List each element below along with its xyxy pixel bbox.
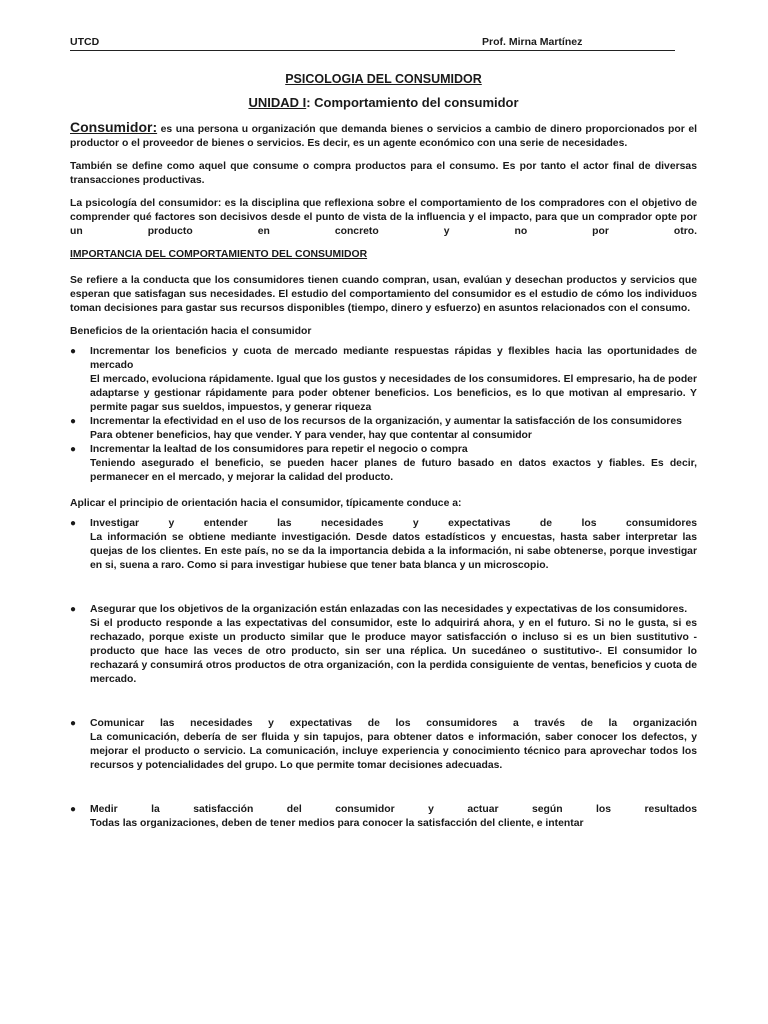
list-item-title: Asegurar que los objetivos de la organización están enlazadas con las necesidades y expectativas de los consumidores. <box>90 604 688 615</box>
list-item <box>70 803 697 831</box>
bullet-icon: ● <box>70 604 77 615</box>
list-item <box>70 415 697 443</box>
list-item-body: La información se obtiene mediante investigación. Desde datos estadísticos y encuestas, hasta saber interpretar las quejas de los clientes. En este país, no se da la importancia debida a la información, ni sabe obtenerse, porque investigar en si, suena a raro. Como si para investigar hubiese que tener bata blanca y un microscopio. <box>90 532 697 571</box>
benefits-list <box>70 345 697 485</box>
header-institution: UTCD <box>70 36 100 48</box>
importance-paragraph: Se refiere a la conducta que los consumidores tienen cuando compran, usan, evalúan y desechan productos y servicios que esperan que satisfagan sus necesidades. El estudio del comportamiento del consumidor es el estudio de cómo los individuos toman decisiones para gastar sus recursos disponibles (tiempo, dinero y esfuerzo) en asuntos relacionados con el consumo. <box>70 275 697 314</box>
list-item-body: La comunicación, debería de ser fluida y sin tapujos, para obtener datos e información, saber conocer los defectos, y mejorar el producto o servicio. La comunicación, incluye experiencia y conocimiento técnico para aprovechar todos los recursos y potencialidades del grupo. Lo que permite tomar decisiones adecuadas. <box>90 732 697 771</box>
principle-heading: Aplicar el principio de orientación hacia el consumidor, típicamente conduce a: <box>70 498 462 509</box>
list-item-title: Medir la satisfacción del consumidor y actuar según los resultados <box>90 804 697 815</box>
bullet-icon: ● <box>70 718 77 729</box>
paragraph-also: También se define como aquel que consume o compra productos para el consumo. Es por tanto el actor final de diversas transacciones productivas. <box>70 161 697 186</box>
list-item-title: Incrementar los beneficios y cuota de mercado mediante respuestas rápidas y flexibles hacia las oportunidades de mercado <box>90 346 697 371</box>
list-item <box>70 517 697 573</box>
definition-text: es una persona u organización que demanda bienes o servicios a cambio de dinero proporcionados por el productor o el proveedor de bienes o servicios. Es decir, es un agente económico con una serie de necesidades. <box>70 124 697 149</box>
list-item <box>70 603 697 687</box>
list-item <box>70 443 697 485</box>
list-item-body: El mercado, evoluciona rápidamente. Igual que los gustos y necesidades de los consumidores. El empresario, ha de poder adaptarse y gestionar rápidamente para poder obtener beneficios. Los beneficios, es lo que motivan al empresario. Y permite pagar sus sueldos, impuestos, y generar riqueza <box>90 374 697 413</box>
list-item <box>70 717 697 773</box>
list-item <box>70 345 697 415</box>
list-item-title: Incrementar la efectividad en el uso de los recursos de la organización, y aumentar la satisfacción de los consumidores <box>90 416 682 427</box>
list-item-title: Incrementar la lealtad de los consumidores para repetir el negocio o compra <box>90 444 468 455</box>
list-item-body: Si el producto responde a las expectativas del consumidor, este lo adquirirá ahora, y en el futuro. Si no le gusta, si es rechazado, porque existe un producto similar que le produce mayor satisfacción o incluso si es un bien sustitutivo -producto que hace las veces de otro producto, sin ser una réplica. Un sucedáneo o sustitutivo-. El consumidor lo rechazará y consumirá otros productos de otra organización, con la perdida consiguiente de ventas, beneficios y cuota de mercado. <box>90 618 697 685</box>
list-item-title: Comunicar las necesidades y expectativas de los consumidores a través de la organización <box>90 718 697 729</box>
list-item-body: Teniendo asegurado el beneficio, se pueden hacer planes de futuro basado en datos exactos y fiables. Es decir, permanecer en el mercado, y mejorar la calidad del producto. <box>90 458 697 483</box>
unit-label: UNIDAD I <box>248 95 307 110</box>
benefits-heading: Beneficios de la orientación hacia el consumidor <box>70 326 312 337</box>
principle-list <box>70 517 697 831</box>
unit-heading <box>70 96 697 110</box>
paragraph-psychology: La psicología del consumidor: es la disciplina que reflexiona sobre el comportamiento de los compradores con el objetivo de comprender qué factores son decisivos desde el punto de vista de la influencia y el impacto, para que un comprador opte por un producto en concreto y no por otro. <box>70 198 697 237</box>
importance-heading: IMPORTANCIA DEL COMPORTAMIENTO DEL CONSUMIDOR <box>70 249 368 260</box>
page-header <box>70 33 675 51</box>
bullet-icon: ● <box>70 444 77 455</box>
unit-subtitle: : Comportamiento del consumidor <box>306 95 519 110</box>
definition-paragraph <box>70 120 697 151</box>
bullet-icon: ● <box>70 416 77 427</box>
list-item-body: Todas las organizaciones, deben de tener medios para conocer la satisfacción del cliente, e intentar <box>90 818 584 829</box>
list-item-body: Para obtener beneficios, hay que vender. Y para vender, hay que contentar al consumidor <box>90 430 532 441</box>
document-title: PSICOLOGIA DEL CONSUMIDOR <box>285 72 482 86</box>
header-author: Prof. Mirna Martínez <box>482 36 583 48</box>
bullet-icon: ● <box>70 518 77 529</box>
definition-term: Consumidor: <box>70 119 158 135</box>
bullet-icon: ● <box>70 804 77 815</box>
list-item-title: Investigar y entender las necesidades y expectativas de los consumidores <box>90 518 697 529</box>
bullet-icon: ● <box>70 346 77 357</box>
document-body <box>70 72 697 831</box>
